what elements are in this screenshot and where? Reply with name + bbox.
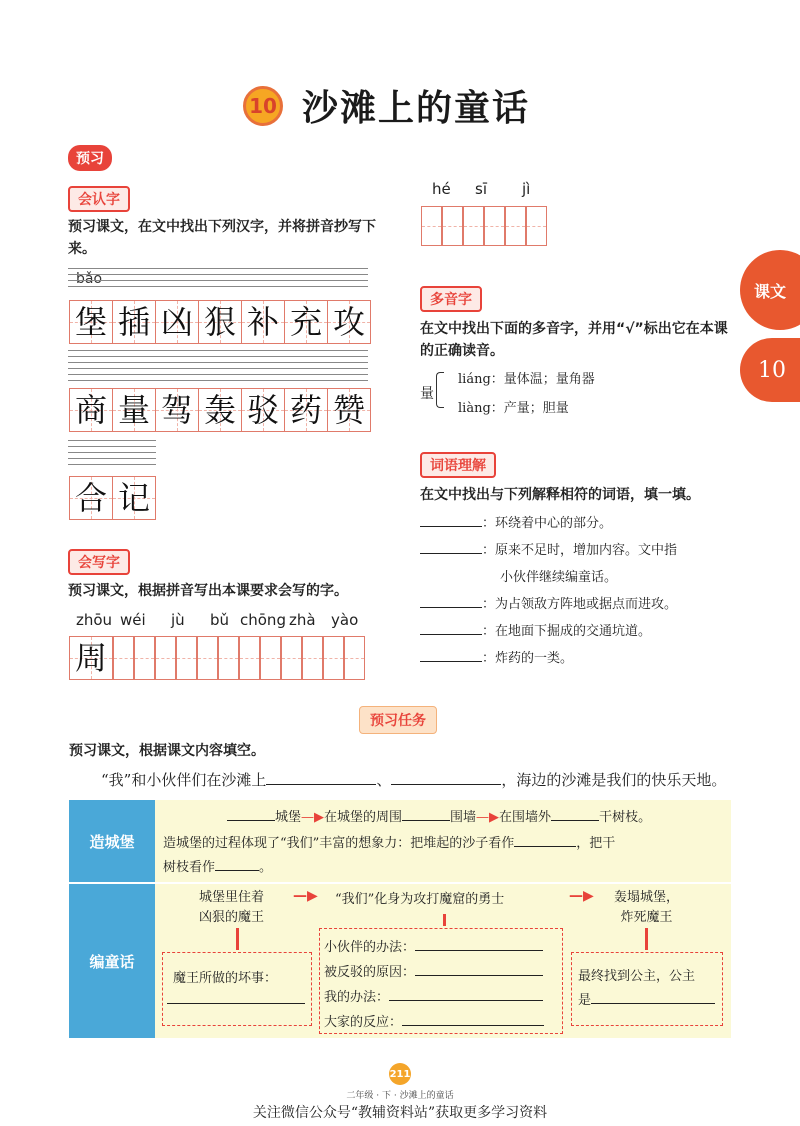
arrow-down-icon [443, 914, 446, 926]
task-blank-1[interactable] [266, 784, 376, 785]
vocab-tag: 词语理解 [420, 452, 496, 478]
char-text: 插 [117, 303, 150, 341]
story-table [69, 800, 731, 1038]
arrow-down-icon [645, 928, 648, 950]
char-box [284, 388, 328, 432]
write-first-char: 周 [74, 639, 107, 677]
preview-tag: 预习 [68, 145, 112, 171]
right-pinyin-cell[interactable] [505, 206, 526, 246]
polyphone-instruction: 在文中找出下面的多音字，并用“√”标出它在本课的正确读音。 [420, 321, 728, 359]
method-blank[interactable] [415, 975, 543, 976]
vocab-item[interactable]: ：在地面下掘成的交通坑道。 [420, 618, 740, 645]
write-instruction: 预习课文，根据拼音写出本课要求会写的字。 [68, 583, 348, 599]
polyphone-option-2[interactable]: liàng：产量；胆量 [458, 401, 569, 416]
char-box [69, 388, 113, 432]
vocab-item[interactable]: ：环绕着中心的部分。 [420, 510, 740, 537]
char-text: 堡 [74, 303, 107, 341]
page-title: 沙滩上的童话 [302, 87, 531, 129]
story-step-2: “我们”化身为攻打魔窟的勇士 [335, 892, 505, 907]
vocab-item[interactable]: ：为占领敌方阵地或据点而进攻。 [420, 591, 740, 618]
write-cell[interactable] [239, 636, 260, 680]
right-pinyin: sī [475, 180, 487, 198]
char-text: 补 [246, 303, 279, 341]
page-number: 211 [389, 1063, 411, 1085]
write-cell[interactable] [134, 636, 155, 680]
polyphone-tag: 多音字 [420, 286, 482, 312]
char-text: 驾 [160, 391, 193, 429]
story-step-1: 城堡里住着 凶狠的魔王 [199, 890, 265, 925]
methods-list: 小伙伴的办法： 被反驳的原因： 我的办法： 大家的反应： [324, 935, 544, 1035]
write-cell[interactable] [176, 636, 197, 680]
story-step-3: 轰塌城堡， 炸死魔王 [614, 890, 680, 925]
recognize-instruction: 预习课文，在文中找出下列汉字，并将拼音抄写下来。 [68, 219, 376, 257]
right-pinyin-cell[interactable] [442, 206, 463, 246]
right-pinyin-cell[interactable] [484, 206, 505, 246]
char-text: 记 [117, 479, 150, 517]
vocab-item-continued: 小伙伴继续编童话。 [500, 570, 618, 585]
char-box [198, 300, 242, 344]
write-pinyin: bǔ [210, 611, 230, 629]
bad-deeds-box: 魔王所做的坏事： [162, 952, 312, 1026]
write-pinyin: zhà [289, 611, 316, 629]
write-cell[interactable] [344, 636, 365, 680]
lesson-number-badge: 10 [243, 86, 283, 126]
write-pinyin: chōng [240, 611, 286, 629]
ending-blank[interactable] [591, 1003, 715, 1004]
char-text: 药 [289, 391, 322, 429]
char-box [112, 476, 156, 520]
right-pinyin-cell[interactable] [421, 206, 442, 246]
write-cell[interactable] [113, 636, 134, 680]
right-pinyin: jì [522, 180, 531, 198]
vocab-item[interactable]: ：原来不足时，增加内容。文中指 [420, 537, 740, 564]
method-blank[interactable] [415, 950, 543, 951]
char-box [198, 388, 242, 432]
task-sentence: “我”和小伙伴们在沙滩上 、 ，海边的沙滩是我们的快乐天地。 [101, 771, 727, 789]
pinyin-lines-1 [68, 268, 368, 292]
task-instruction: 预习课文，根据课文内容填空。 [69, 743, 265, 759]
char-text: 充 [289, 303, 322, 341]
char-text: 合 [74, 479, 107, 517]
write-cell[interactable] [155, 636, 176, 680]
castle-process: 造城堡的过程体现了“我们”丰富的想象力：把堆起的沙子看作 ，把干 树枝看作 。 [163, 836, 616, 875]
vocab-item[interactable]: ：炸药的一类。 [420, 645, 740, 672]
pinyin-lines-3 [68, 440, 156, 470]
char-box [69, 476, 113, 520]
char-text: 狠 [203, 303, 236, 341]
ending-box: 最终找到公主，公主 是 [571, 952, 723, 1026]
write-pinyin: yào [331, 611, 359, 629]
side-tab-number: 10 [740, 338, 800, 402]
char-box [327, 388, 371, 432]
char-text: 驳 [246, 391, 279, 429]
task-blank-2[interactable] [391, 784, 501, 785]
char-text: 赞 [332, 391, 365, 429]
footer-caption: 二年级 · 下 · 沙滩上的童话 [346, 1091, 454, 1101]
method-blank[interactable] [389, 1000, 543, 1001]
row-head-castle: 造城堡 [69, 800, 155, 882]
side-tab-label: 课文 [740, 250, 800, 330]
write-cell[interactable] [218, 636, 239, 680]
char-text: 攻 [332, 303, 365, 341]
right-pinyin: hé [432, 180, 451, 198]
char-text: 量 [117, 391, 150, 429]
write-pinyin: zhōu [76, 611, 113, 629]
char-box [284, 300, 328, 344]
char-box [241, 300, 285, 344]
sample-pinyin: bǎo [76, 271, 103, 287]
char-box [155, 300, 199, 344]
write-pinyin: wéi [120, 611, 146, 629]
bad-deeds-blank[interactable] [167, 1003, 305, 1004]
recognize-tag: 会认字 [68, 186, 130, 212]
write-cell[interactable] [323, 636, 344, 680]
method-blank[interactable] [402, 1025, 544, 1026]
pinyin-lines-2 [68, 350, 368, 386]
write-cell[interactable] [197, 636, 218, 680]
arrow-right-icon: —▶ [569, 888, 594, 904]
char-text: 凶 [160, 303, 193, 341]
polyphone-char: 量 [420, 386, 434, 402]
polyphone-bracket [436, 372, 444, 408]
arrow-right-icon: —▶ [293, 888, 318, 904]
vocab-list [420, 510, 740, 672]
write-cell[interactable] [260, 636, 281, 680]
methods-box [319, 928, 563, 1034]
char-box [69, 300, 113, 344]
polyphone-option-1[interactable]: liáng：量体温；量角器 [458, 372, 595, 387]
char-box [327, 300, 371, 344]
write-cell[interactable] [302, 636, 323, 680]
table-row-castle [69, 800, 731, 882]
right-pinyin-cell[interactable] [526, 206, 547, 246]
vocab-instruction: 在文中找出与下列解释相符的词语，填一填。 [420, 487, 700, 503]
char-text: 轰 [203, 391, 236, 429]
footer-notice: 关注微信公众号“教辅资料站”获取更多学习资料 [252, 1105, 548, 1121]
write-tag: 会写字 [68, 549, 130, 575]
write-char-box[interactable] [69, 636, 113, 680]
char-box [112, 300, 156, 344]
char-box [241, 388, 285, 432]
castle-flow: 城堡—▶在城堡的周围 围墙—▶在围墙外 干树枝。 [227, 806, 651, 825]
right-pinyin-cell[interactable] [463, 206, 484, 246]
table-row-story [69, 884, 731, 1038]
arrow-down-icon [236, 928, 239, 950]
char-text: 商 [74, 391, 107, 429]
row-head-story: 编童话 [69, 884, 155, 1038]
write-pinyin: jù [171, 611, 185, 629]
write-cell[interactable] [281, 636, 302, 680]
char-box [155, 388, 199, 432]
char-box [112, 388, 156, 432]
task-tag: 预习任务 [359, 706, 437, 734]
